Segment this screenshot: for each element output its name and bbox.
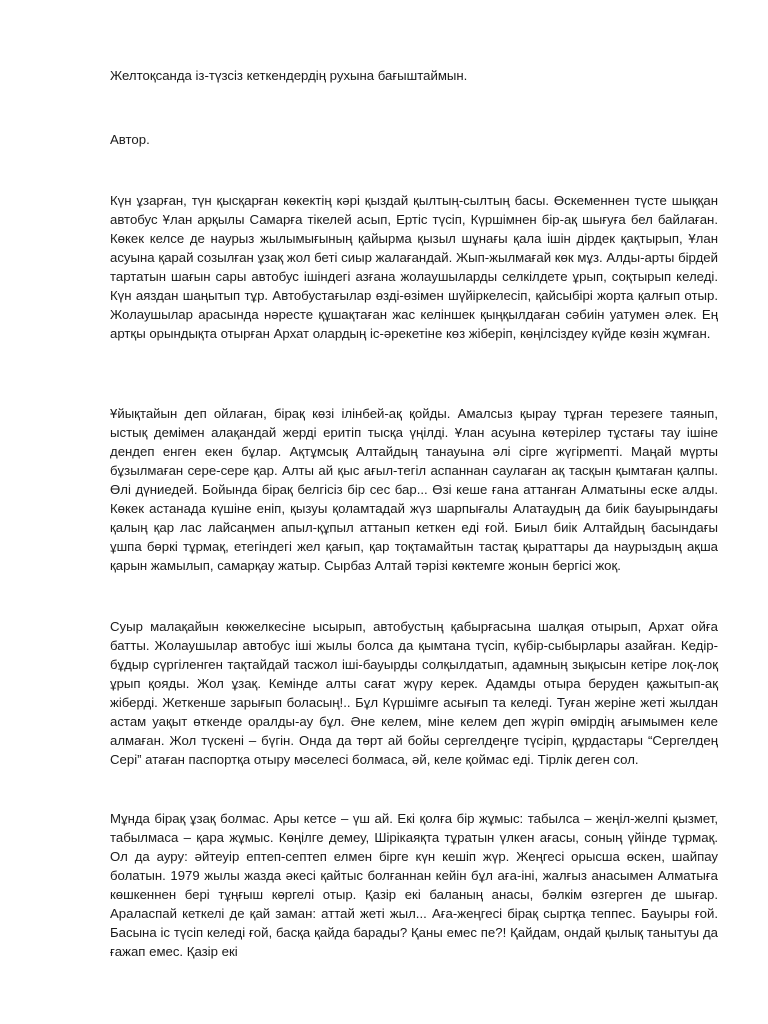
paragraph-3: Суыр малақайын көкжелкесіне ысырып, автобустың қабырғасына шалқая отырып, Архат ойға батты. Жолаушылар автобус іші жылы болса да қымтана түсіп, күбір-сыбырлары азайған. Кедір-бұдыр сүргіленген тақтайдай тасжол іші-бауырды солқылдатып, адамның зықысын кетіре лоқ-лоқ ұрып қояды. Жол ұзақ. Кемінде алты сағат жүру керек. Адамды отыра беруден қажытып-ақ жіберді. Жеткенше зарығып боласың!.. Бұл Күршімге асығып та келеді. Туған жеріне жеті жылдан астам уақыт өткенде оралды-ау бұл. Әне келем, міне келем деп жүріп өмірдің ағымымен келе алмаған. Жол түскені – бүгін. Онда да төрт ай бойы сергелдеңге түсіріп, құрдастары “Сергелдең Сері” атаған паспортқа отыру мәселесі болмаса, әй, келе қоймас еді. Тірлік деген сол. — [110, 619, 718, 767]
author-signature: Автор. — [110, 132, 150, 147]
paragraph-2: Ұйықтайын деп ойлаған, бірақ көзі ілінбей-ақ қойды. Амалсыз қырау тұрған терезеге таянып, ыстық демімен алақандай жерді еритіп тысқа үңілді. Ұлан асуына көтерілер тұстағы тау ішіне дендеп енген екен бұлар. Ақтұмсық Алтайдың танауына әлі сірге жүгірмепті. Маңай мүрты бұзылмаған сере-сере қар. Алты ай қыс ағыл-тегіл аспаннан саулаған ақ тасқын қымтаған қалпы. Өлі дүниедей. Бойында бірақ белгісіз бір сес бар... Өзі кеше ғана аттанған Алматыны еске алды. Көкек астанада күшіне еніп, қызуы қоламтадай жүз шарпығалы Алатаудың да биік бауырындағы қалың қар лас лайсаңмен апыл-құпыл аттанып кеткен еді ғой. Биыл биік Алтайдың басындағы ұшпа бөркі тұрмақ, етегіндегі жел қағып, қар тоқтамайтын тастақ қыраттары да наурыздың ақша қарын жамылып, самарқау жатыр. Сырбаз Алтай тәрізі көктемге жонын бергісі жоқ. — [110, 406, 718, 573]
paragraph-1: Күн ұзарған, түн қысқарған көкектің кәрі қыздай қылтың-сылтың басы. Өскеменнен түсте шыққан автобус Ұлан арқылы Самарға тікелей асып, Ертіс түсіп, Күршімнен бір-ақ шығуға бел байлаған. Көкек келсе де наурыз жылымығының қайырма қызыл шұнағы қала ішін дірдек қақтырып, Ұлан асуына қарай созылған ұзақ жол беті сиыр жалағандай. Жып-жылмағай көк мұз. Алды-арты бірдей тартатын шағын сары автобус ішіндегі азғана жолаушыларды селкілдете ұрып, соқтырып келеді. Күн аяздан шаңытып тұр. Автобустағылар өзді-өзімен шүйіркелесіп, қайсыбірі жорта қалғып отыр. Жолаушылар арасында нәресте құшақтаған жас келіншек қыңқылдаған сәбиін уатумен әлек. Ең артқы орындықта отырған Архат олардың іс-әрекетіне көз жіберіп, көңілсіздеу күйде көзін жұмған. — [110, 193, 718, 341]
paragraph-4: Мұнда бірақ ұзақ болмас. Ары кетсе – үш ай. Екі қолға бір жұмыс: табылса – жеңіл-желпі қызмет, табылмаса – қара жұмыс. Көңілге демеу, Шірікаяқта тұратын үлкен ағасы, соның үйінде тұрмақ. Ол да ауру: әйтеуір ептеп-септеп елмен бірге күн кешіп жүр. Жеңгесі орысша өскен, шайпау болатын. 1979 жылы жазда әкесі қайтыс болғаннан кейін бұл аға-іні, жалғыз анасымен Алматыға көшкеннен бері тұңғыш көргелі отыр. Қазір екі баланың анасы, бәлкім өзгерген де шығар. Араласпай кеткелі де қай заман: аттай жеті жыл... Аға-жеңгесі бірақ сыртқа теппес. Бауыры ғой. Басына іс түсіп келеді ғой, басқа қайда барады? Қаны емес пе?! Қайдам, ондай қылық танытуы да ғажап емес. Қазір екі — [110, 811, 718, 959]
dedication-line: Желтоқсанда із-түзсіз кеткендердің рухына бағыштаймын. — [110, 68, 468, 83]
